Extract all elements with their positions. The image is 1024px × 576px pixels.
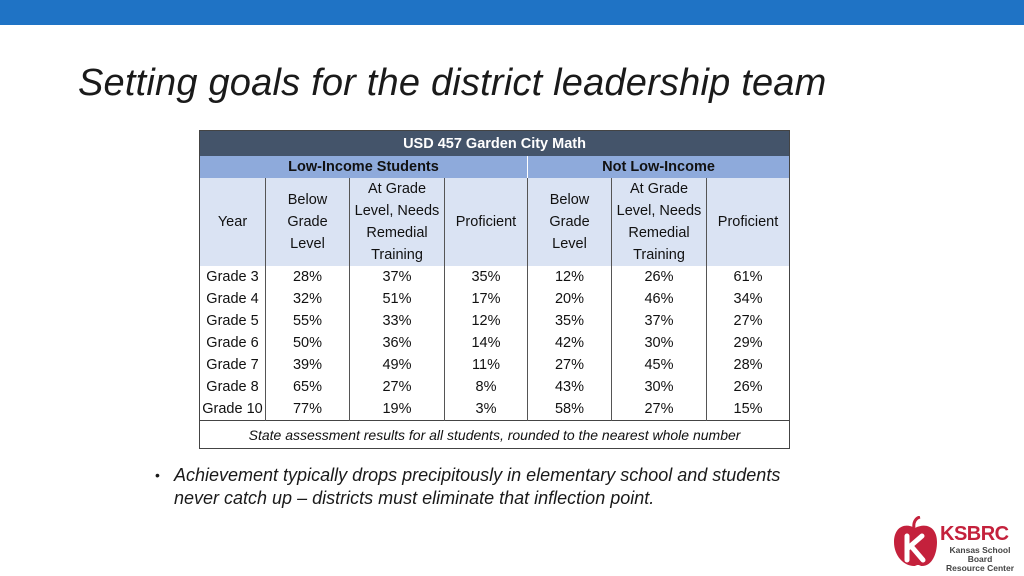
apple-k-icon — [892, 516, 938, 568]
table-title: USD 457 Garden City Math — [200, 131, 790, 157]
bullet-text: Achievement typically drops precipitously in elementary school and students never catch up – districts must eliminate that inflection point. — [174, 465, 781, 508]
value-cell: 27% — [528, 354, 612, 376]
value-cell: 28% — [733, 357, 763, 373]
logo-name: KSBRC — [940, 523, 1009, 545]
value-cell: 45% — [612, 354, 707, 376]
value-cell: 43% — [528, 376, 612, 398]
value-cell: 36% — [350, 332, 445, 354]
table-row — [200, 398, 790, 421]
value-cell: 27% — [350, 376, 445, 398]
value-cell: 30% — [612, 332, 707, 354]
grade-cell: Grade 6 — [200, 332, 266, 354]
table-row — [200, 332, 790, 354]
value-cell: 34% — [733, 291, 763, 307]
group-header-not-low-income: Not Low-Income — [528, 156, 790, 178]
value-cell: 61% — [733, 269, 763, 285]
slide-title: Setting goals for the district leadership team — [78, 62, 827, 104]
value-cell: 77% — [266, 398, 350, 421]
value-cell: 32% — [266, 288, 350, 310]
value-cell: 12% — [445, 310, 528, 332]
table-footnote: State assessment results for all students, rounded to the nearest whole number — [200, 421, 790, 449]
value-cell: 17% — [445, 288, 528, 310]
col-header-at-grade-level: At Grade Level, Needs Remedial Training — [612, 178, 707, 266]
value-cell: 26% — [612, 266, 707, 288]
value-cell: 28% — [266, 266, 350, 288]
value-cell: 27% — [733, 313, 763, 329]
ksbrc-logo — [892, 516, 1016, 573]
grade-cell: Grade 3 — [200, 266, 266, 288]
grade-cell: Grade 7 — [200, 354, 266, 376]
value-cell: 33% — [350, 310, 445, 332]
bullet-point — [155, 464, 845, 510]
table-row — [200, 354, 790, 376]
value-cell: 50% — [266, 332, 350, 354]
grade-cell: Grade 8 — [200, 376, 266, 398]
value-cell: 37% — [350, 266, 445, 288]
logo-subtitle: Kansas School Board Resource Center — [945, 545, 1015, 573]
value-cell: 46% — [612, 288, 707, 310]
col-header-below-grade-level: Below Grade Level — [528, 178, 612, 266]
value-cell: 49% — [350, 354, 445, 376]
col-header-proficient: Proficient — [707, 178, 790, 266]
table-row — [200, 288, 790, 310]
value-cell: 65% — [266, 376, 350, 398]
col-header-proficient: Proficient — [445, 178, 528, 266]
col-header-year: Year — [200, 178, 266, 266]
col-header-at-grade-level: At Grade Level, Needs Remedial Training — [350, 178, 445, 266]
value-cell: 35% — [528, 310, 612, 332]
grade-cell: Grade 5 — [200, 310, 266, 332]
value-cell: 55% — [266, 310, 350, 332]
value-cell: 30% — [612, 376, 707, 398]
grade-cell: Grade 4 — [200, 288, 266, 310]
table-row — [200, 310, 790, 332]
value-cell: 35% — [445, 266, 528, 288]
value-cell: 8% — [445, 376, 528, 398]
value-cell: 27% — [612, 398, 707, 421]
bullet-marker: • — [155, 467, 160, 483]
value-cell: 15% — [733, 401, 763, 417]
value-cell: 42% — [528, 332, 612, 354]
col-header-below-grade-level: Below Grade Level — [266, 178, 350, 266]
value-cell: 20% — [528, 288, 612, 310]
value-cell: 26% — [733, 379, 763, 395]
value-cell: 19% — [350, 398, 445, 421]
value-cell: 51% — [350, 288, 445, 310]
value-cell: 12% — [528, 266, 612, 288]
value-cell: 58% — [528, 398, 612, 421]
table-row — [200, 376, 790, 398]
top-accent-bar — [0, 0, 1024, 25]
grade-cell: Grade 10 — [200, 398, 266, 421]
value-cell: 11% — [445, 354, 528, 376]
value-cell: 3% — [445, 398, 528, 421]
value-cell: 29% — [733, 335, 763, 351]
math-results-table — [199, 130, 790, 449]
value-cell: 39% — [266, 354, 350, 376]
group-header-low-income: Low-Income Students — [200, 156, 528, 178]
value-cell: 37% — [612, 310, 707, 332]
value-cell: 14% — [445, 332, 528, 354]
table-row — [200, 266, 790, 288]
